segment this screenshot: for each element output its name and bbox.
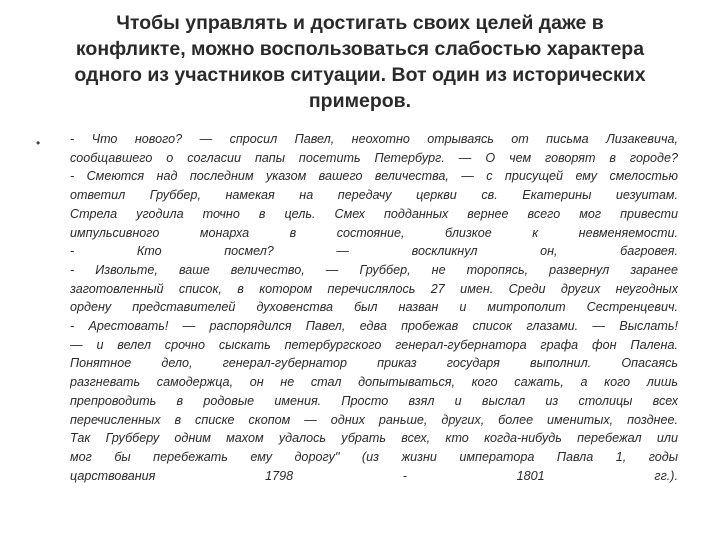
body-line: - Смеются над последним указом вашего величества, — с присущей ему смелостью (70, 169, 678, 184)
bullet-marker: • (36, 136, 41, 150)
body-text (70, 130, 678, 485)
body-line: Так Грубберу одним махом удалось убрать всех, кто когда-нибудь перебежал или (70, 431, 678, 446)
body-line: ответил Груббер, намекая на передачу церкви св. Екатерины иезуитам. (70, 188, 678, 203)
body-line: сообщавшего о согласии папы посетить Петербург. — О чем говорят в городе? (70, 150, 678, 165)
title-line: примеров. (308, 90, 412, 112)
body-line: препроводить в родовые имения. Просто взял и выслал из столицы всех (70, 393, 678, 408)
body-line: - Извольте, ваше величество, — Груббер, не торопясь, развернул заранее (70, 262, 678, 277)
body-line: - Кто посмел? — воскликнул он, багровея. (70, 244, 678, 259)
body-line: ордену представителей духовенства был назван и митрополит Сестренцевич. (70, 300, 678, 315)
body-line: заготовленный список, в котором перечислялось 27 имен. Среди других неугодных (70, 281, 678, 296)
body-line: - Арестовать! — распорядился Павел, едва пробежав список глазами. — Выслать! (70, 319, 678, 334)
slide-title (40, 10, 680, 114)
title-line: Чтобы управлять и достигать своих целей даже в (116, 12, 604, 34)
body-line: мог бы перебежать ему дорогу" (из жизни императора Павла 1, годы (70, 449, 678, 464)
body-line: импульсивного монарха в состояние, близкое к невменяемости. (70, 225, 678, 240)
title-line: конфликте, можно воспользоваться слабостью характера (75, 38, 645, 60)
body-line: Стрела угодила точно в цель. Смех подданных вернее всего мог привести (70, 206, 678, 221)
body-line: разгневать самодержца, он не стал допытываться, кого сажать, а кого лишь (70, 375, 678, 390)
body-line: Понятное дело, генерал-губернатор приказ государя выполнил. Опасаясь (70, 356, 678, 371)
title-line: одного из участников ситуации. Вот один из исторических (74, 64, 646, 86)
body-line: царствования 1798 - 1801 гг.). (70, 468, 678, 483)
body-line: — и велел срочно сыскать петербургского генерал-губернатора графа фон Палена. (70, 337, 678, 352)
body-line: - Что нового? — спросил Павел, неохотно отрываясь от письма Лизакевича, (70, 132, 678, 146)
body-line: перечисленных в списке скопом — одних раньше, других, более именитых, позднее. (70, 412, 678, 427)
